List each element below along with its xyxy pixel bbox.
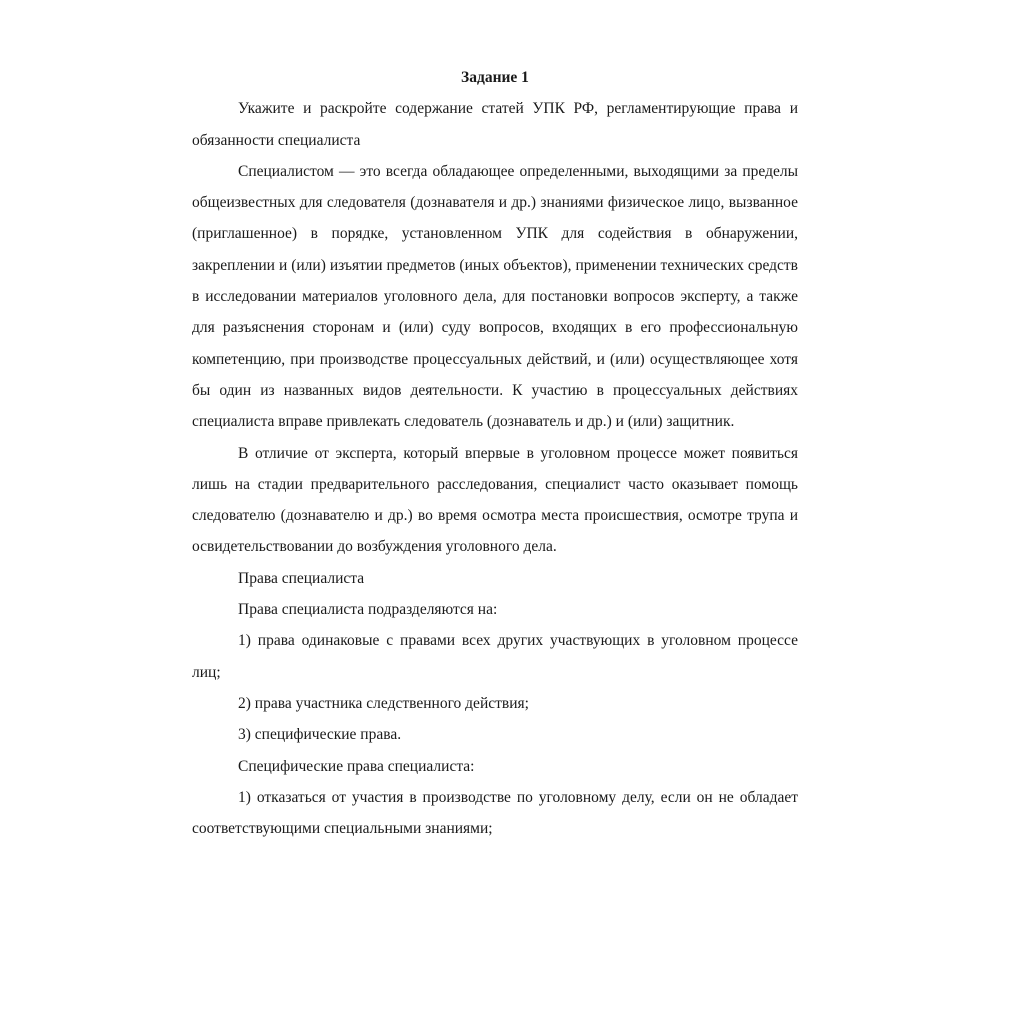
- paragraph-rights-item-1: 1) права одинаковые с правами всех других участвующих в уголовном процессе лиц;: [192, 632, 798, 681]
- paragraph-specialist-definition: Специалистом — это всегда обладающее определенными, выходящими за пределы общеизвестных для следователя (дознавателя и др.) знаниями физическое лицо, вызванное (приглашенное) в порядке, установленном УПК для содействия в обнаружении, закреплении и (или) изъятии предметов (иных объектов), применении технических средств в исследовании материалов уголовного дела, для постановки вопросов эксперту, а также для разъяснения сторонам и (или) суду вопросов, входящих в его профессиональную компетенцию, при производстве процессуальных действий, и (или) осуществляющее хотя бы один из названных видов деятельности. К участию в процессуальных действиях специалиста вправе привлекать следователь (дознаватель и др.) и (или) защитник.: [192, 162, 798, 431]
- paragraph-rights-division: Права специалиста подразделяются на:: [238, 601, 498, 619]
- paragraph-rights-item-2: 2) права участника следственного действия;: [238, 694, 529, 712]
- paragraph-task-statement: Укажите и раскройте содержание статей УПК РФ, регламентирующие права и обязанности специалиста: [192, 100, 798, 149]
- document-title: Задание 1: [461, 69, 529, 86]
- paragraph-rights-heading: Права специалиста: [238, 569, 365, 587]
- paragraph-rights-item-3: 3) специфические права.: [238, 726, 402, 744]
- paragraph-specific-rights-heading: Специфические права специалиста:: [238, 757, 475, 775]
- paragraph-expert-difference: В отличие от эксперта, который впервые в уголовном процессе может появиться лишь на стадии предварительного расследования, специалист часто оказывает помощь следователю (дознавателю и др.) во время осмотра места происшествия, осмотре трупа и освидетельствовании до возбуждения уголовного дела.: [192, 444, 798, 556]
- document-page: [192, 62, 798, 844]
- paragraph-specific-right-1: 1) отказаться от участия в производстве по уголовному делу, если он не обладает соответствующими специальными знаниями;: [192, 788, 798, 838]
